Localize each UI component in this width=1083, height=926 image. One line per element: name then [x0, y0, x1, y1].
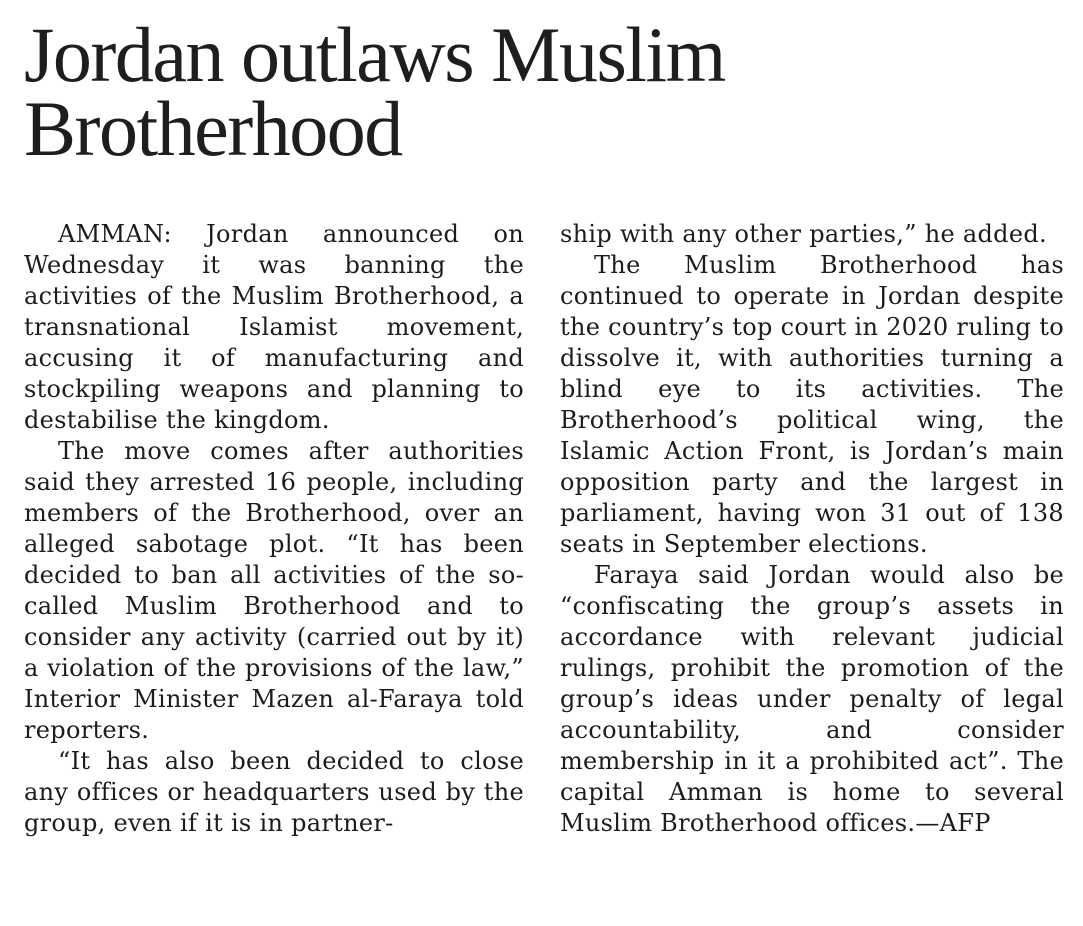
paragraph-3: “It has also been decided to close any offices or headquarters used by the group, even if it is in partner- — [24, 747, 524, 837]
headline: Jordan outlaws Muslim Brotherhood — [24, 11, 725, 172]
paragraph-1: AMMAN: Jordan announced on Wednesday it was banning the activities of the Muslim Brotherhood, a transnational Islamist movement, accusing it of manufacturing and stockpiling weapons and planning to destabilise the kingdom. — [24, 220, 524, 434]
right-column — [560, 219, 1064, 839]
paragraph-4: The Muslim Brotherhood has continued to operate in Jordan despite the country’s top court in 2020 ruling to dissolve it, with authorities turning a blind eye to its activities. The Brotherhood’s political wing, the Islamic Action Front, is Jordan’s main opposition party and the largest in parliament, having won 31 out of 138 seats in September elections. — [560, 251, 1064, 558]
paragraph-3-continued: ship with any other parties,” he added. — [560, 220, 1047, 248]
paragraph-2: The move comes after authorities said they arrested 16 people, including members of the Brotherhood, over an alleged sabotage plot. “It has been decided to ban all activities of the so-called Muslim Brotherhood and to consider any activity (carried out by it) a violation of the provisions of the law,” Interior Minister Mazen al-Faraya told reporters. — [24, 437, 524, 744]
left-column — [24, 219, 524, 839]
paragraph-5: Faraya said Jordan would also be “confiscating the group’s assets in accordance with relevant judicial rulings, prohibit the promotion of the group’s ideas under penalty of legal accountability, and consider membership in it a prohibited act”. The capital Amman is home to several Muslim Brotherhood offices.—AFP — [560, 561, 1064, 837]
article-body — [24, 219, 1064, 919]
